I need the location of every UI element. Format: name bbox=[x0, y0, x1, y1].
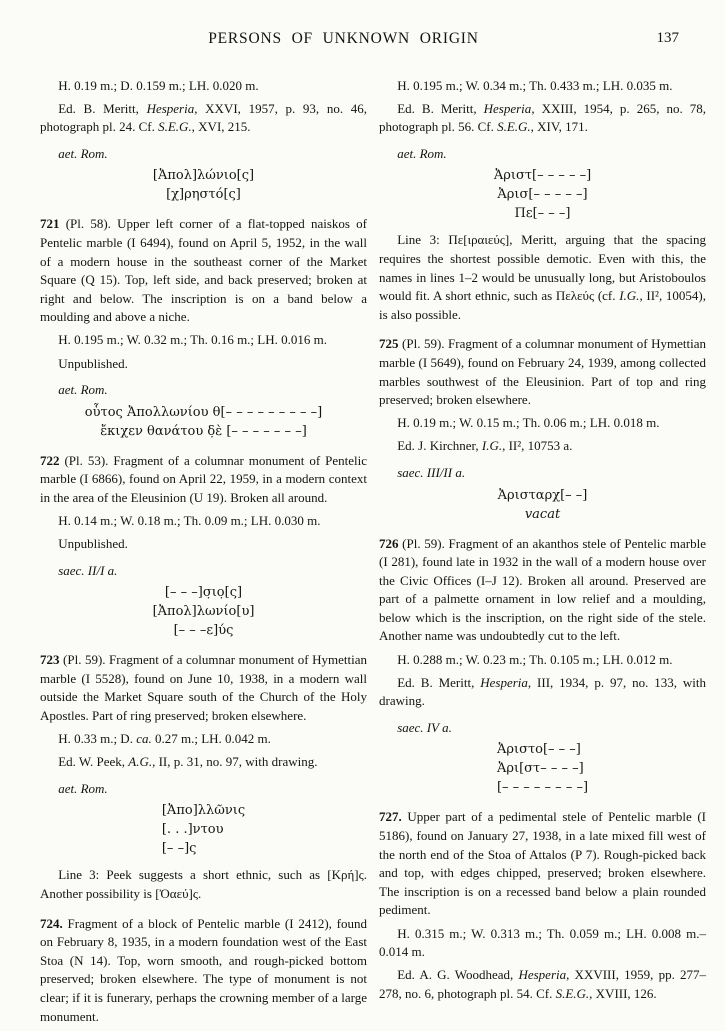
edition-citation: Ed. B. Meritt, Hesperia, III, 1934, p. 97, no. 133, with drawing. bbox=[379, 674, 707, 709]
inscription-line: Ἀρι[στ– – – –] bbox=[496, 761, 584, 777]
date-heading: saec. IV a. bbox=[397, 719, 452, 735]
inscription-line: Ἀριστο[– – –] bbox=[496, 742, 581, 758]
inscription-line: [– – –]σ̣ιο̣[ς] bbox=[164, 585, 243, 601]
edition-citation: Ed. A. G. Woodhead, Hesperia, XXVIII, 1959, pp. 277–278, no. 6, photograph pl. 54. Cf. S.E.G., XVIII, 126. bbox=[379, 967, 706, 1001]
date-heading: saec. III/II a. bbox=[397, 464, 466, 480]
dimensions-line: H. 0.195 m.; W. 0.32 m.; Th. 0.16 m.; LH. 0.016 m. bbox=[58, 332, 327, 348]
dimensions-line: H. 0.19 m.; W. 0.15 m.; Th. 0.06 m.; LH. 0.018 m. bbox=[397, 415, 660, 431]
entry-726-paragraph: 726 (Pl. 59). Fragment of an akanthos stele of Pentelic marble (I 281), found late in 1932 in the wall of a modern house over the Civic Offices (I–J 12). Broken all around. Preserved are part of a palmette ornament in low relief and a moulding, below which is the inscription, on the right side of the stele. Another name was undoubtedly cut to the left. bbox=[379, 535, 706, 644]
dimensions-line: H. 0.19 m.; D. 0.159 m.; LH. 0.020 m. bbox=[58, 77, 259, 93]
greek-inscription bbox=[379, 166, 706, 223]
publication-status: Unpublished. bbox=[58, 536, 128, 552]
left-column bbox=[40, 72, 367, 1031]
commentary-note: Line 3: Peek suggests a short ethnic, such as [Κρή]ς. Another possibility is [Ὀαεύ]ς. bbox=[40, 867, 367, 902]
edition-citation: Ed. B. Meritt, Hesperia, XXIII, 1954, p. 265, no. 78, photograph pl. 56. Cf. S.E.G., XIV, 171. bbox=[379, 100, 707, 135]
edition-citation: Ed. B. Meritt, Hesperia, XXVI, 1957, p. 93, no. 46, photograph pl. 24. Cf. S.E.G., XVI, 215. bbox=[40, 100, 367, 135]
running-header bbox=[40, 30, 707, 56]
greek-inscription bbox=[40, 403, 367, 441]
inscription-line: [– –]ς bbox=[161, 841, 197, 857]
publication-status: Unpublished. bbox=[58, 355, 128, 371]
inscription-line: οὗτος Ἀπολλωνίου θ[– – – – – – – – –] bbox=[84, 404, 323, 420]
vacat-label: vacat bbox=[524, 506, 561, 522]
dimensions-line: H. 0.288 m.; W. 0.23 m.; Th. 0.105 m.; LH. 0.012 m. bbox=[397, 651, 673, 667]
inscription-line: Πε[– – –] bbox=[514, 206, 571, 222]
edition-citation: Ed. W. Peek, A.G., II, p. 31, no. 97, with drawing. bbox=[58, 754, 318, 770]
greek-inscription bbox=[40, 583, 367, 640]
inscription-line: [Ἀπο]λλῶνις bbox=[161, 803, 246, 819]
entry-727-paragraph: 727. Upper part of a pedimental stele of Pentelic marble (I 5186), found on January 27, 1938, in a late mixed fill west of the north end of the Stoa of Attalos (P 7). Rough-picked back and top, with edges chipped, preserved; broken elsewhere. The inscription is on a recessed band below a plain rounded pediment. bbox=[379, 809, 706, 918]
date-heading: saec. II/I a. bbox=[58, 562, 118, 578]
page-title: PERSONS OF UNKNOWN ORIGIN bbox=[208, 30, 479, 47]
date-heading: aet. Rom. bbox=[397, 145, 447, 161]
right-column bbox=[379, 72, 706, 1031]
inscription-line: Ἀριστ[– – – – –] bbox=[493, 168, 592, 184]
inscription-line: [χ]ρηστό[ς] bbox=[166, 187, 241, 203]
date-heading: aet. Rom. bbox=[58, 145, 108, 161]
entry-721-paragraph: 721 (Pl. 58). Upper left corner of a flat-topped naiskos of Pentelic marble (I 6494), found on April 5, 1952, in the wall of a modern house in the southeast corner of the Market Square (Q 15). Top, left side, and back preserved; broken at right and below. The inscription is on a band below a moulding and above a niche. bbox=[40, 216, 367, 325]
greek-inscription bbox=[379, 740, 706, 797]
greek-inscription bbox=[40, 166, 367, 204]
inscription-line: [– – – – – – – –] bbox=[496, 780, 589, 796]
entry-722-paragraph: 722 (Pl. 53). Fragment of a columnar monument of Pentelic marble (I 6866), found on April 22, 1959, in a modern context in the area of the Eleusinion (U 19). Broken all around. bbox=[40, 452, 367, 505]
inscription-line: Ἀρισταρχ[– –] bbox=[497, 487, 588, 503]
inscription-line: [Ἀπολ]λωνίο[υ] bbox=[152, 604, 255, 620]
page-number: 137 bbox=[656, 30, 679, 46]
inscription-line: [Ἀπολ]λώνιο[ς] bbox=[152, 168, 255, 184]
entry-723-paragraph: 723 (Pl. 59). Fragment of a columnar monument of Hymettian marble (I 5528), found on June 10, 1938, in a modern wall outside the Market Square south of the Church of the Holy Apostles. Part of ring preserved; broken elsewhere. bbox=[40, 652, 367, 724]
dimensions-line: H. 0.14 m.; W. 0.18 m.; Th. 0.09 m.; LH. 0.030 m. bbox=[58, 513, 321, 528]
commentary-note: Line 3: Πε[ιραιεύς], Meritt, arguing that the spacing requires the shortest possible demotic. Even with this, the names in lines 1–2 would be unusually long, but Aristoboulos would fit. A short ethnic, such as Πελεύς (cf. I.G., II², 10054), is also possible. bbox=[379, 232, 706, 322]
dimensions-line: H. 0.33 m.; D. ca. 0.27 m.; LH. 0.042 m. bbox=[58, 731, 271, 747]
entry-725-paragraph: 725 (Pl. 59). Fragment of a columnar monument of Hymettian marble (I 5649), found on February 24, 1939, among collected marbles southwest of the Eleusinion. Part of top and ring preserved; broken elsewhere. bbox=[379, 336, 706, 408]
edition-citation: Ed. J. Kirchner, I.G., II², 10753 a. bbox=[397, 438, 573, 454]
two-column-layout bbox=[40, 72, 707, 1031]
inscription-line: ἔκιχεν θανάτου δ̣ὲ [– – – – – – –] bbox=[100, 423, 307, 439]
date-heading: aet. Rom. bbox=[58, 780, 108, 796]
inscription-line: Ἀρισ[– – – – –] bbox=[497, 187, 588, 203]
greek-inscription bbox=[379, 486, 706, 524]
dimensions-line: H. 0.195 m.; W. 0.34 m.; Th. 0.433 m.; LH. 0.035 m. bbox=[397, 77, 673, 93]
inscription-line: [– – –ε]ύς bbox=[173, 623, 234, 639]
date-heading: aet. Rom. bbox=[58, 382, 108, 398]
entry-724-paragraph: 724. Fragment of a block of Pentelic marble (I 2412), found on February 8, 1935, in a modern foundation west of the East Stoa (N 14). Top, worn smooth, and rough-picked bottom preserved; broken elsewhere. The type of monument is not clear; if it is funerary, perhaps the crowning member of a large monument. bbox=[40, 915, 367, 1024]
dimensions-line: H. 0.315 m.; W. 0.313 m.; Th. 0.059 m.; LH. 0.008 m.–0.014 m. bbox=[379, 925, 706, 960]
inscription-line: [. . .]ντου bbox=[161, 822, 224, 838]
greek-inscription bbox=[40, 801, 367, 858]
